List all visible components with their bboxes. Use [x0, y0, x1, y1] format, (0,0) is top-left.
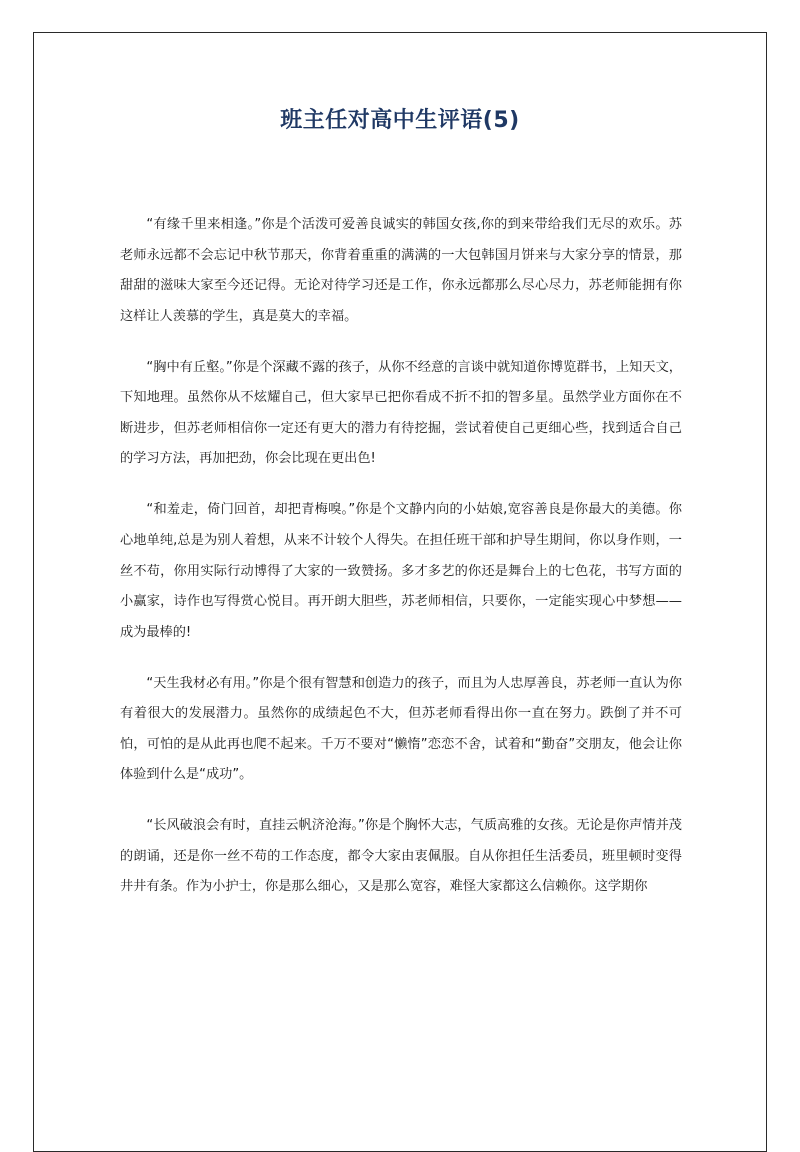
document-body: [120, 210, 682, 923]
paragraph-2: “胸中有丘壑。”你是个深藏不露的孩子，从你不经意的言谈中就知道你博览群书，上知天文，下知地理。虽然你从不炫耀自己，但大家早已把你看成不折不扣的智多星。虽然学业方面你在不断进步，但苏老师相信你一定还有更大的潜力有待挖掘，尝试着使自己更细心些，找到适合自己的学习方法，再加把劲，你会比现在更出色!: [120, 359, 682, 467]
paragraph-4: “天生我材必有用。”你是个很有智慧和创造力的孩子，而且为人忠厚善良，苏老师一直认为你有着很大的发展潜力。虽然你的成绩起色不大，但苏老师看得出你一直在努力。跌倒了并不可怕，可怕的是从此再也爬不起来。千万不要对“懒惰”恋恋不舍，试着和“勤奋”交朋友，他会让你体验到什么是“成功”。: [120, 675, 682, 783]
paragraph-5: “长风破浪会有时，直挂云帆济沧海。”你是个胸怀大志，气质高雅的女孩。无论是你声情并茂的朗诵，还是你一丝不苟的工作态度，都令大家由衷佩服。自从你担任生活委员，班里顿时变得井井有条。作为小护士，你是那么细心，又是那么宽容，难怪大家都这么信赖你。这学期你: [120, 818, 682, 895]
paragraph-1: “有缘千里来相逢。”你是个活泼可爱善良诚实的韩国女孩,你的到来带给我们无尽的欢乐。苏老师永远都不会忘记中秋节那天，你背着重重的满满的一大包韩国月饼来与大家分享的情景，那甜甜的滋味大家至今还记得。无论对待学习还是工作，你永远都那么尽心尽力，苏老师能拥有你这样让人羡慕的学生，真是莫大的幸福。: [120, 217, 682, 324]
paragraph-3: “和羞走，倚门回首，却把青梅嗅。”你是个文静内向的小姑娘,宽容善良是你最大的美德。你心地单纯,总是为别人着想，从来不计较个人得失。在担任班干部和护导生期间，你以身作则，一丝不苟，你用实际行动博得了大家的一致赞扬。多才多艺的你还是舞台上的七色花，书写方面的小赢家，诗作也写得赏心悦目。再开朗大胆些，苏老师相信，只要你，一定能实现心中梦想——成为最棒的!: [120, 502, 682, 640]
document-title: 班主任对高中生评语(5): [280, 108, 520, 133]
